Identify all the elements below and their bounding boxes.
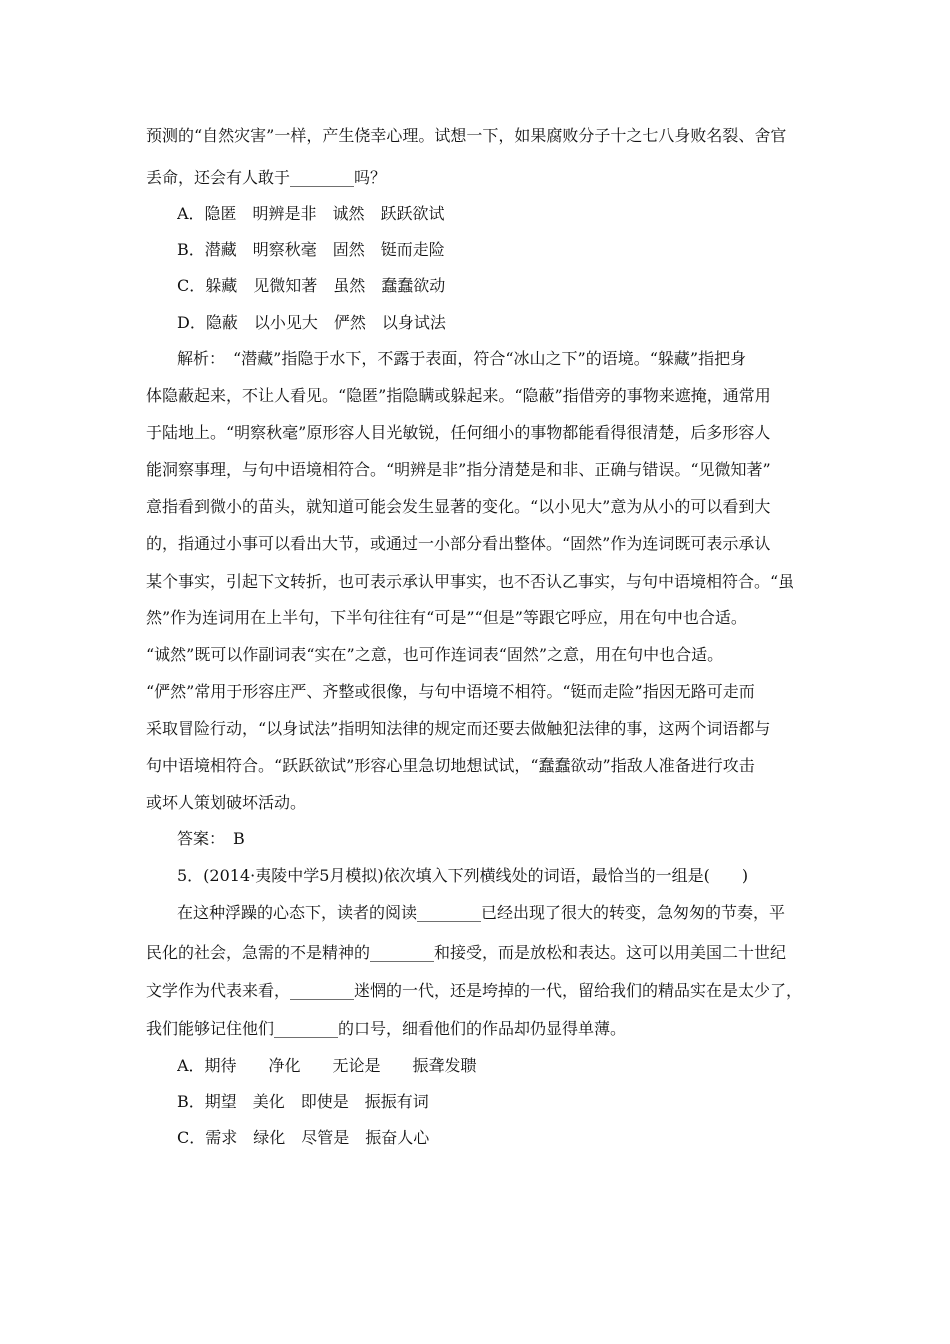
option-a: A．期待 净化 无论是 振聋发聩 <box>177 1056 477 1075</box>
question-5-stem: 5．(2014·夷陵中学5月模拟)依次填入下列横线处的词语，最恰当的一组是( ) <box>177 866 749 885</box>
text-line: 能洞察事理，与句中语境相符合。“明辨是非”指分清楚是和非、正确与错误。“见微知著” <box>146 460 771 479</box>
text-line: “诚然”既可以作副词表“实在”之意，也可作连词表“固然”之意，用在句中也合适。 <box>146 645 724 664</box>
question-5-passage: 在这种浮躁的心态下，读者的阅读________已经出现了很大的转变，急匆匆的节奏，平 <box>177 903 786 922</box>
option-a: A．隐匿 明辨是非 诚然 跃跃欲试 <box>177 204 445 223</box>
option-c: C．躲藏 见微知著 虽然 蠢蠢欲动 <box>177 276 446 295</box>
text-line: 我们能够记住他们________的口号，细看他们的作品却仍显得单薄。 <box>146 1019 627 1038</box>
text-line: 或坏人策划破坏活动。 <box>146 793 307 812</box>
text-line: 然”作为连词用在上半句，下半句往往有“可是”“但是”等跟它呼应，用在句中也合适。 <box>146 608 747 627</box>
option-b: B．期望 美化 即使是 振振有词 <box>177 1092 429 1111</box>
text-line: 句中语境相符合。“跃跃欲试”形容心里急切地想试试，“蠢蠢欲动”指敌人准备进行攻击 <box>146 756 755 775</box>
text-line: 采取冒险行动，“以身试法”指明知法律的规定而还要去做触犯法律的事，这两个词语都与 <box>146 719 771 738</box>
text-line: 文学作为代表来看，________迷惘的一代，还是垮掉的一代，留给我们的精品实在是太少了， <box>146 981 803 1000</box>
option-d: D．隐蔽 以小见大 俨然 以身试法 <box>177 313 446 332</box>
text-line: 民化的社会，急需的不是精神的________和接受，而是放松和表达。这可以用美国二十世纪 <box>146 943 787 962</box>
option-b: B．潜藏 明察秋毫 固然 铤而走险 <box>177 240 445 259</box>
text-line: 某个事实，引起下文转折，也可表示承认甲事实，也不否认乙事实，与句中语境相符合。“虽 <box>146 572 795 591</box>
text-line: “俨然”常用于形容庄严、齐整或很像，与句中语境不相符。“铤而走险”指因无路可走而 <box>146 682 755 701</box>
text-line: 于陆地上。“明察秋毫”原形容人目光敏锐，任何细小的事物都能看得很清楚，后多形容人 <box>146 423 771 442</box>
text-line: 意指看到微小的苗头，就知道可能会发生显著的变化。“以小见大”意为从小的可以看到大 <box>146 497 771 516</box>
text-line: 丢命，还会有人敢于________吗？ <box>146 168 387 187</box>
text-line: 预测的“自然灾害”一样，产生侥幸心理。试想一下，如果腐败分子十之七八身败名裂、舍官 <box>146 126 787 145</box>
option-c: C．需求 绿化 尽管是 振奋人心 <box>177 1128 430 1147</box>
text-line: 的，指通过小事可以看出大节，或通过一小部分看出整体。“固然”作为连词既可表示承认 <box>146 534 771 553</box>
answer-text: 答案： B <box>177 829 245 848</box>
analysis-text: 解析： “潜藏”指隐于水下，不露于表面，符合“冰山之下”的语境。“躲藏”指把身 <box>177 349 747 368</box>
text-line: 体隐蔽起来，不让人看见。“隐匿”指隐瞒或躲起来。“隐蔽”指借旁的事物来遮掩，通常用 <box>146 386 771 405</box>
